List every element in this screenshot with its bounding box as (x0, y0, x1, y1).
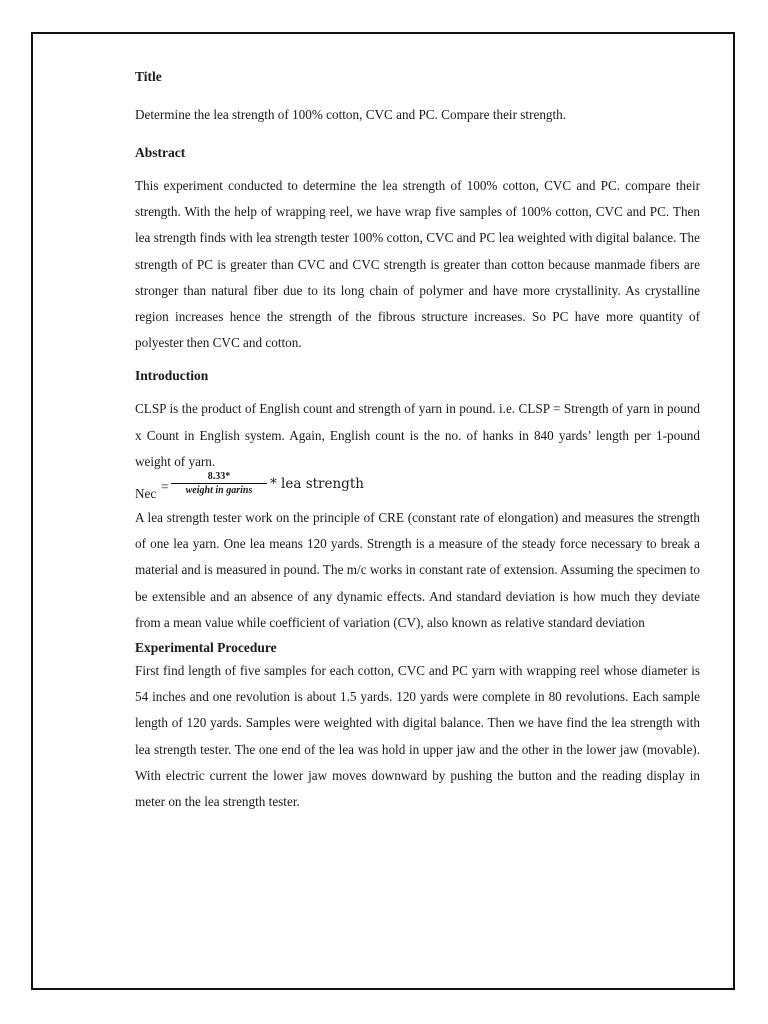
formula-fraction (171, 471, 267, 496)
procedure-heading: Experimental Procedure (135, 640, 277, 656)
abstract-heading: Abstract (135, 145, 186, 160)
formula-tail: * lea strength (270, 476, 364, 493)
introduction-heading: Introduction (135, 368, 209, 384)
formula-numerator: 8.33* (171, 471, 267, 484)
title-heading: Title (135, 69, 162, 84)
formula-denominator: weight in garins (185, 485, 253, 497)
nec-formula (135, 471, 700, 505)
document-body (135, 67, 700, 815)
title-text: Determine the lea strength of 100% cotton, CVC and PC. Compare their strength. (135, 107, 567, 122)
procedure-text: First find length of five samples for each cotton, CVC and PC yarn with wrapping reel whose diameter is 54 inches and one revolution is about 1.5 yards. 120 yards were complete in 80 revolutions. Each sample length of 120 yards. Samples were weighted with digital balance. Then we have find the lea strength with lea strength tester. The one end of the lea was hold in upper jaw and the other in the lower jaw (movable). With electric current the lower jaw moves downward by pushing the button and the reading display in meter on the lea strength tester. (135, 663, 700, 810)
introduction-text: CLSP is the product of English count and strength of yarn in pound. i.e. CLSP = Strength of yarn in pound x Count in English system. Again, English count is the no. of hanks in 840 yards’ length per 1-pound weight of yarn. (135, 401, 700, 469)
abstract-text: This experiment conducted to determine the lea strength of 100% cotton, CVC and PC. compare their strength. With the help of wrapping reel, we have wrap five samples of 100% cotton, CVC and PC. Then lea strength finds with lea strength tester 100% cotton, CVC and PC lea weighted with digital balance. The strength of PC is greater than CVC and CVC strength is greater than cotton because manmade fibers are stronger than natural fiber due to its long chain of polymer and have more crystallinity. As crystalline region increases hence the strength of the fibrous structure increases. So PC have more quantity of polyester then CVC and cotton. (135, 178, 700, 351)
formula-lhs: Nec (135, 486, 157, 502)
tester-text: A lea strength tester work on the principle of CRE (constant rate of elongation) and measures the strength of one lea yarn. One lea means 120 yards. Strength is a measure of the steady force necessary to break a material and is measured in pound. The m/c works in constant rate of extension. Assuming the specimen to be extensible and an absence of any dynamic effects. And standard deviation is how much they deviate from a mean value while coefficient of variation (CV), also known as relative standard deviation (135, 510, 700, 630)
formula-equals: = (161, 479, 169, 495)
